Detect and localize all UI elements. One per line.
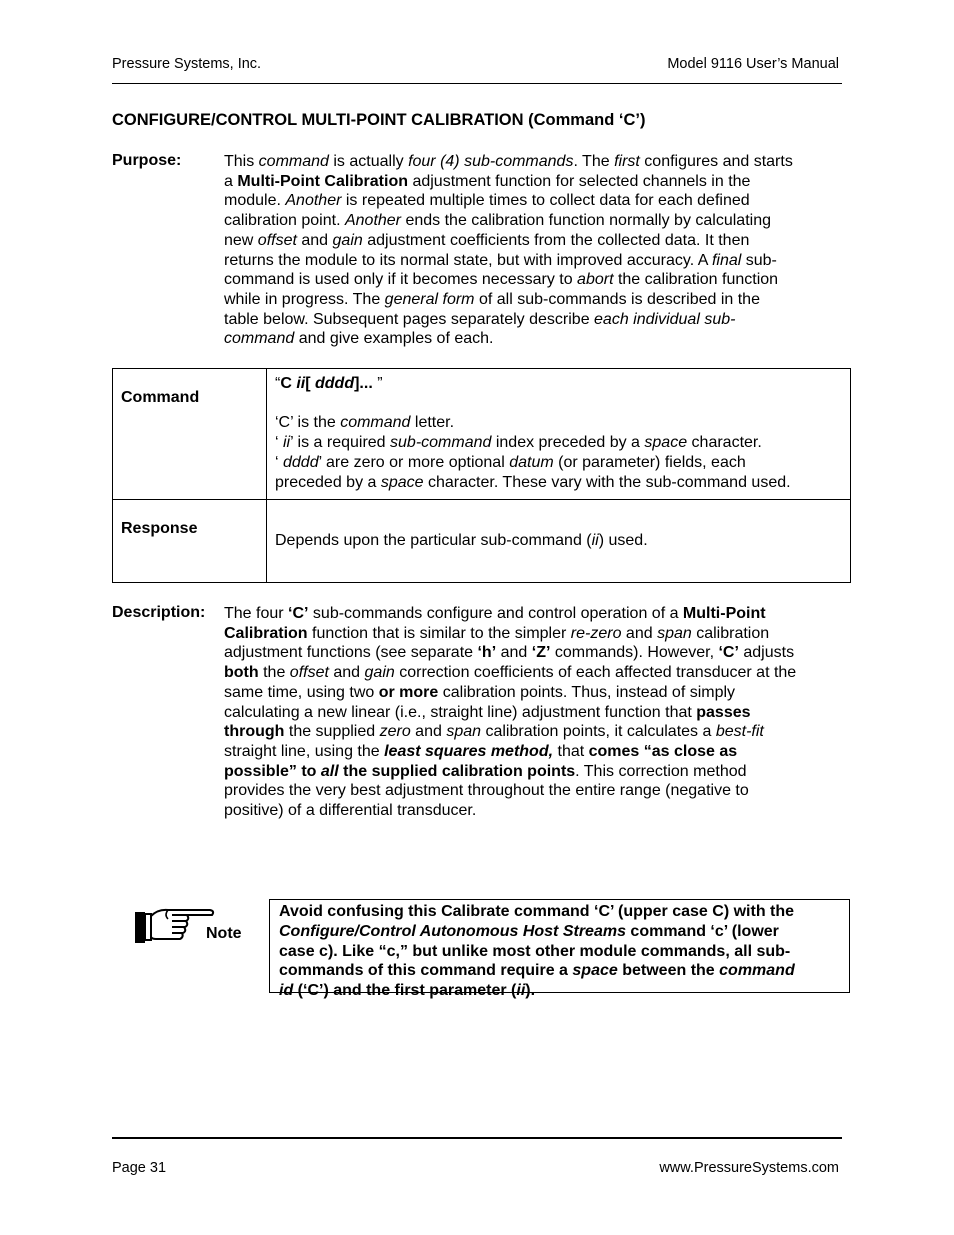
command-label-cell [113,369,267,500]
header-rule [112,83,842,84]
note-line-1: Avoid confusing this Calibrate command ‘C’ (upper case C) with the [279,903,795,920]
note-line-5: id (‘C’) and the first parameter (ii). [279,982,536,1000]
website-link[interactable]: www.PressureSystems.com [659,1160,839,1176]
description-line-7: through the supplied zero and span calibration points, it calculates a best-fit [224,723,764,741]
note-label: Note [206,925,242,942]
pointing-hand-icon [132,903,216,947]
purpose-line-5: new offset and gain adjustment coefficients from the collected data. It then [224,231,750,249]
purpose-line-10: command and give examples of each. [224,330,494,348]
command-syntax: “C ii[ dddd]... ” [275,375,383,392]
table-row-response [113,500,851,583]
purpose-paragraph [224,152,849,349]
command-line-3: ‘ dddd’ are zero or more optional datum (or parameter) fields, each [275,453,746,471]
response-description-cell [267,500,851,583]
footer-rule [112,1137,842,1139]
command-line-4: preceded by a space character. These vary with the sub-command used. [275,473,791,491]
note-line-3: case c). Like “c,” but unlike most other module commands, all sub- [279,942,791,960]
description-line-2: Calibration function that is similar to the simpler re-zero and span calibration [224,624,770,642]
description-line-10: provides the very best adjustment throughout the entire range (negative to [224,782,749,800]
description-line-6: calculating a new linear (i.e., straight line) adjustment function that passes [224,703,751,721]
purpose-line-6: returns the module to its normal state, but with improved accuracy. A final sub- [224,251,777,269]
note-box [269,899,850,1000]
page-number: Page 31 [112,1160,167,1176]
description-line-8: straight line, using the least squares method, that comes “as close as [224,742,738,760]
purpose-line-1: This command is actually four (4) sub-commands. The first configures and starts [224,153,793,170]
note-line-2: Configure/Control Autonomous Host Streams command ‘c’ (lower [279,922,779,940]
description-line-9: possible” to all the supplied calibration points. This correction method [224,762,747,780]
description-line-3: adjustment functions (see separate ‘h’ and ‘Z’ commands). However, ‘C’ adjusts [224,644,795,662]
command-label: Command [121,389,200,406]
purpose-label: Purpose: [112,152,182,169]
purpose-line-3: module. Another is repeated multiple times to collect data for each defined [224,192,750,210]
purpose-line-7: command is used only if it becomes necessary to abort the calibration function [224,271,779,289]
purpose-line-9: table below. Subsequent pages separately describe each individual sub- [224,310,736,328]
command-line-1: ‘C’ is the command letter. [275,414,455,432]
purpose-line-8: while in progress. The general form of all sub-commands is described in the [224,290,760,308]
command-line-2: ‘ ii’ is a required sub-command index preceded by a space character. [275,434,762,452]
note-line-4: commands of this command require a space between the command [279,962,795,980]
section-title: CONFIGURE/CONTROL MULTI-POINT CALIBRATION (Command ‘C’) [112,111,646,129]
description-line-4: both the offset and gain correction coefficients of each affected transducer at the [224,664,797,682]
response-label: Response [121,520,198,537]
header-manual-title: Model 9116 User’s Manual [667,56,839,72]
purpose-line-4: calibration point. Another ends the calibration function normally by calculating [224,212,771,230]
response-label-cell [113,500,267,583]
command-table [112,368,851,583]
response-text: Depends upon the particular sub-command (ii) used. [275,532,648,549]
description-line-11: positive) of a differential transducer. [224,802,477,820]
table-row-command [113,369,851,500]
header-company: Pressure Systems, Inc. [112,56,262,72]
description-line-5: same time, using two or more calibration points. Thus, instead of simply [224,683,736,701]
description-line-1: The four ‘C’ sub-commands configure and control operation of a Multi-Point [224,605,766,622]
purpose-line-2: a Multi-Point Calibration adjustment function for selected channels in the [224,172,751,190]
description-label: Description: [112,604,206,621]
command-description-cell [267,369,851,500]
description-paragraph [224,604,849,821]
